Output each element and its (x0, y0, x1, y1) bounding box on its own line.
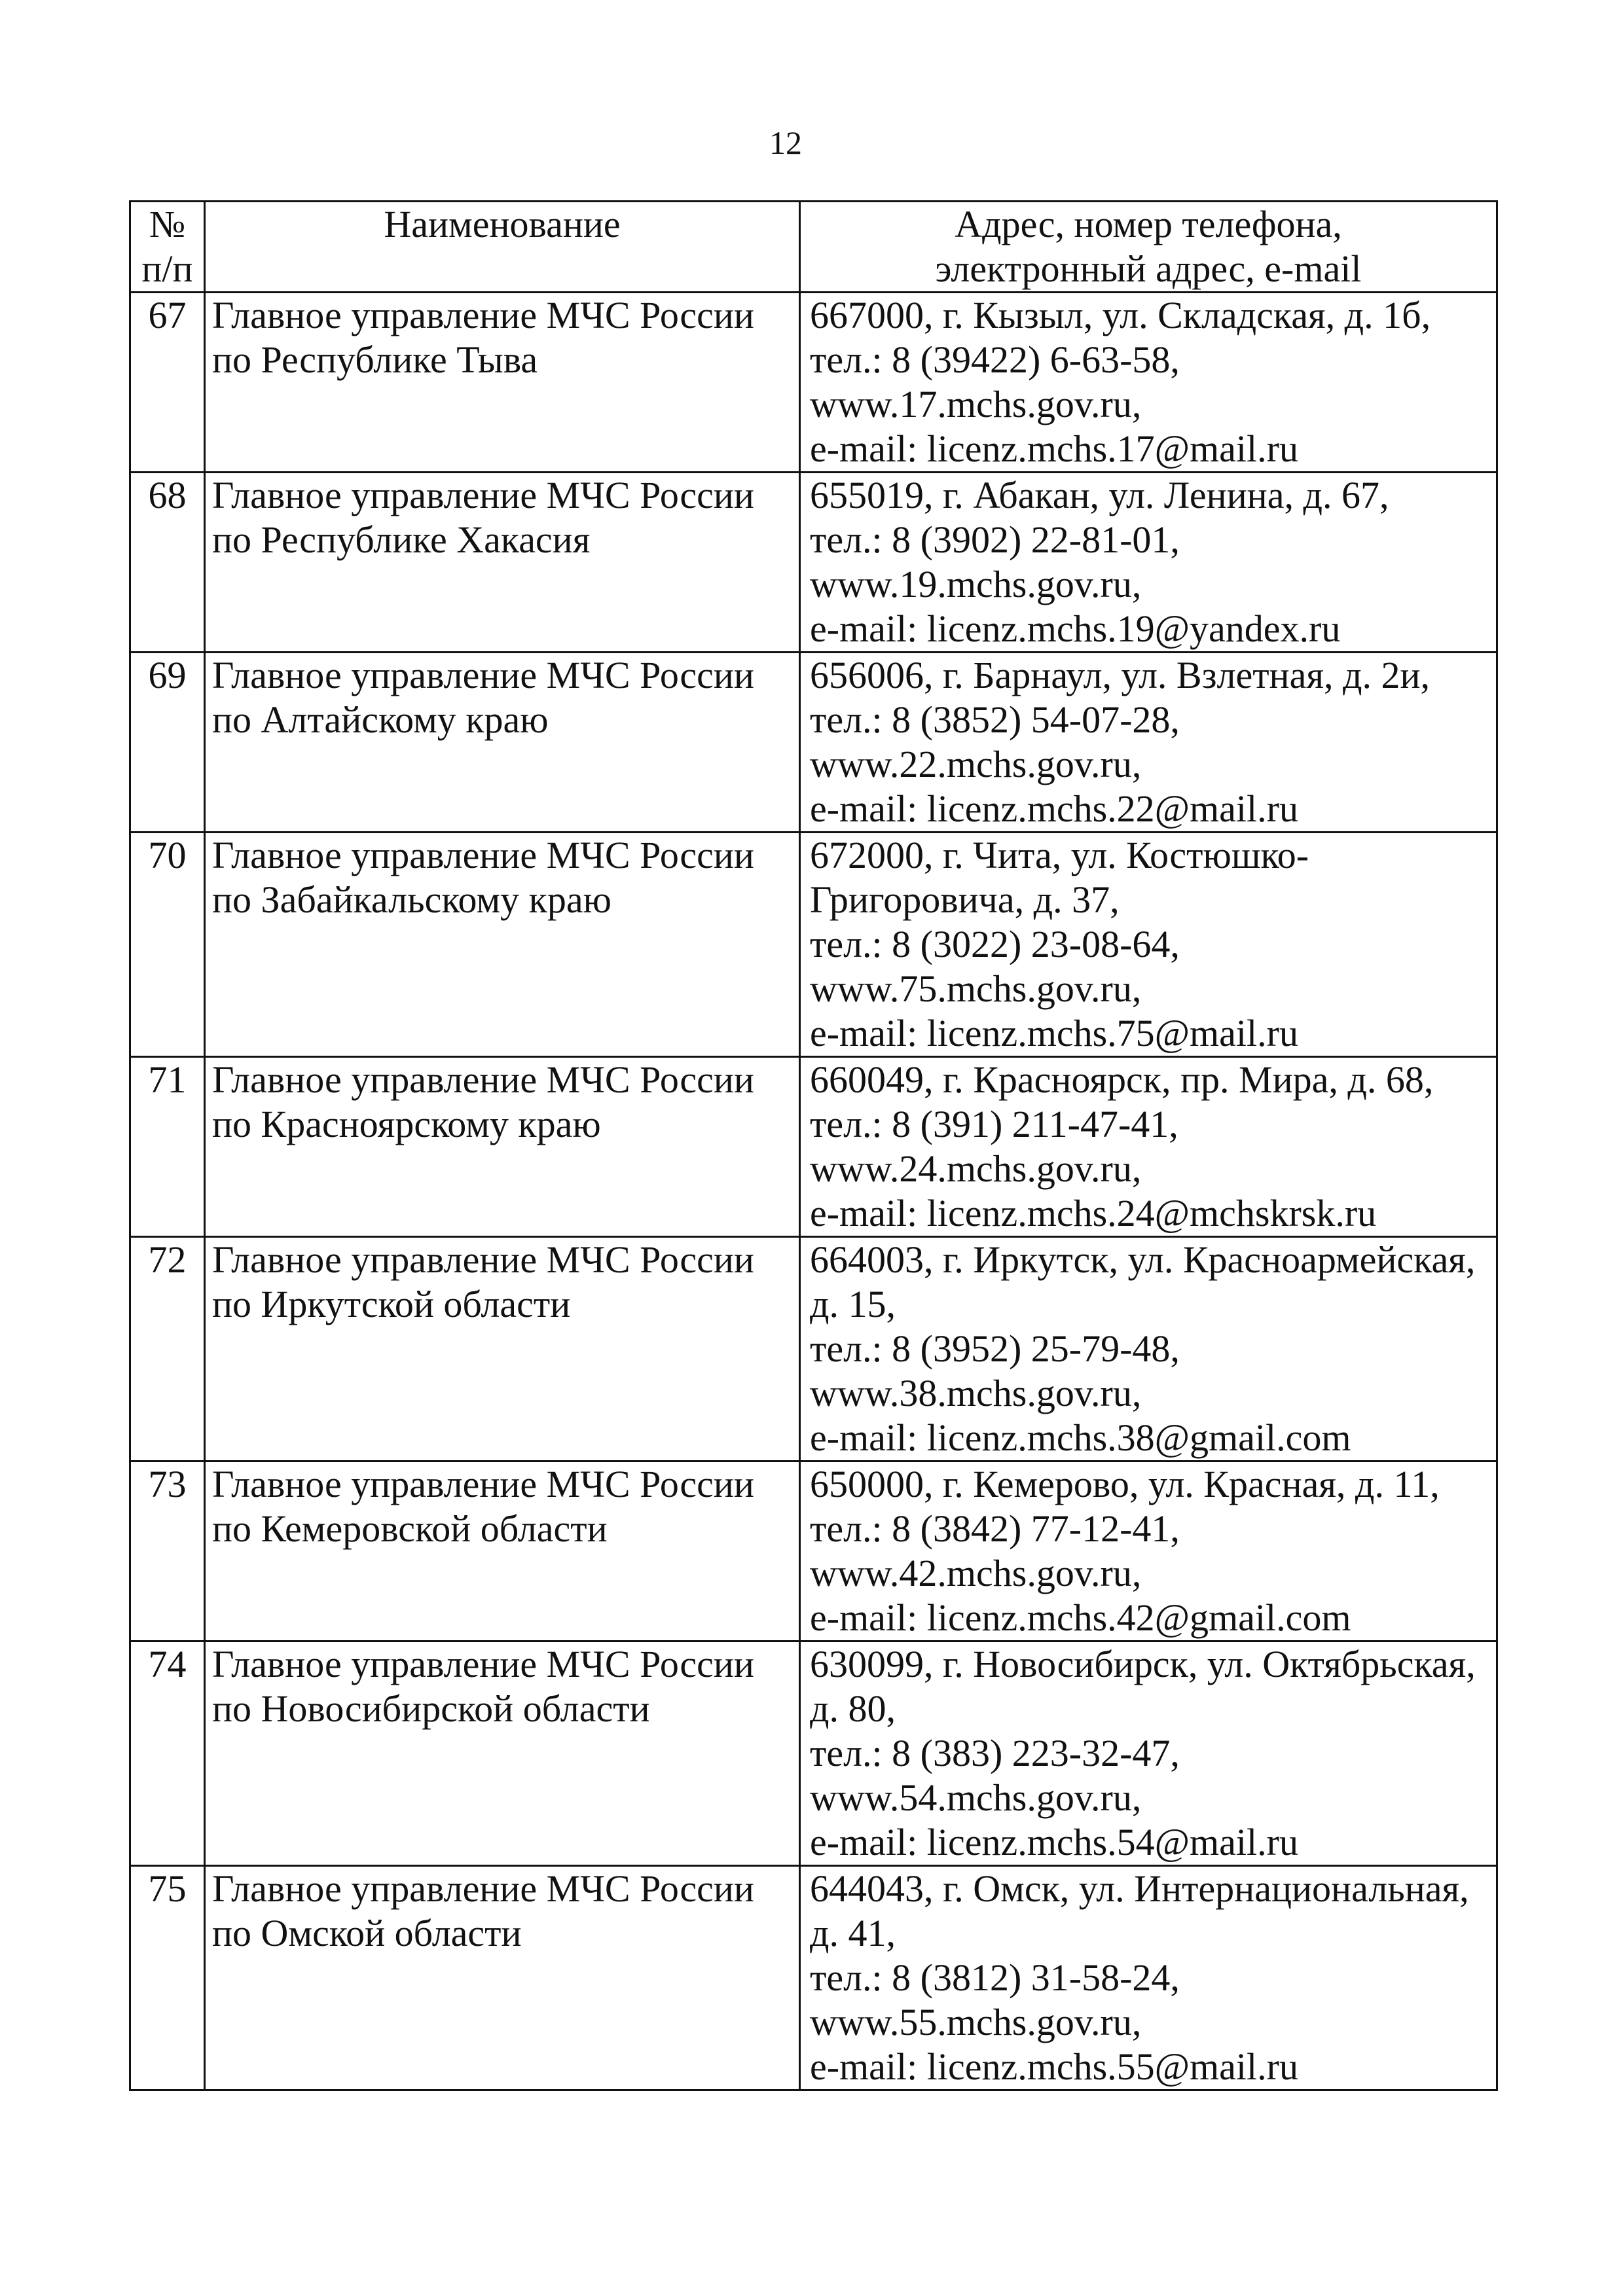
contact-info (800, 1057, 1497, 1237)
contact-info-line: www.42.mchs.gov.ru, (810, 1552, 1142, 1594)
contact-info-line: тел.: 8 (3852) 54-07-28, (810, 698, 1180, 741)
table-row (130, 1866, 1497, 2090)
contact-info-line: e-mail: licenz.mchs.55@mail.ru (810, 2045, 1298, 2088)
table-row (130, 1237, 1497, 1462)
header-address-line: электронный адрес, e-mail (935, 247, 1362, 290)
contact-info-line: www.38.mchs.gov.ru, (810, 1372, 1142, 1414)
table-row (130, 293, 1497, 473)
contact-info-line: 656006, г. Барнаул, ул. Взлетная, д. 2и, (810, 654, 1431, 696)
organization-name (205, 1057, 800, 1237)
contact-info-line: тел.: 8 (3022) 23-08-64, (810, 923, 1180, 965)
row-number: 70 (130, 833, 205, 1057)
contact-info-line: 644043, г. Омск, ул. Интернациональная, (810, 1867, 1469, 1910)
organization-name-line: Главное управление МЧС России (212, 1463, 754, 1505)
organization-name-line: по Забайкальскому краю (212, 878, 611, 921)
row-number: 74 (130, 1641, 205, 1866)
contact-info-line: e-mail: licenz.mchs.54@mail.ru (810, 1821, 1298, 1863)
table-row (130, 833, 1497, 1057)
header-num-line: № (149, 203, 186, 245)
header-address (800, 202, 1497, 293)
organization-name-line: Главное управление МЧС России (212, 1643, 754, 1685)
organization-name (205, 1866, 800, 2090)
contact-info-line: д. 41, (810, 1912, 896, 1954)
contact-info-line: e-mail: licenz.mchs.17@mail.ru (810, 427, 1298, 470)
contact-info-line: e-mail: licenz.mchs.75@mail.ru (810, 1012, 1298, 1054)
header-name-line: Наименование (384, 203, 621, 245)
contact-info-line: д. 80, (810, 1687, 896, 1730)
contact-info-line: тел.: 8 (3902) 22-81-01, (810, 518, 1180, 561)
table-row (130, 1641, 1497, 1866)
row-number: 71 (130, 1057, 205, 1237)
registry-table (129, 200, 1498, 2091)
row-number: 72 (130, 1237, 205, 1462)
contact-info-line: тел.: 8 (39422) 6-63-58, (810, 338, 1180, 381)
contact-info-line: www.22.mchs.gov.ru, (810, 743, 1142, 785)
contact-info-line: e-mail: licenz.mchs.42@gmail.com (810, 1596, 1351, 1639)
organization-name-line: Главное управление МЧС России (212, 1058, 754, 1101)
organization-name-line: Главное управление МЧС России (212, 1238, 754, 1281)
organization-name (205, 833, 800, 1057)
table-row (130, 653, 1497, 833)
contact-info-line: www.19.mchs.gov.ru, (810, 563, 1142, 605)
contact-info (800, 1237, 1497, 1462)
contact-info-line: www.54.mchs.gov.ru, (810, 1776, 1142, 1819)
contact-info-line: Григоровича, д. 37, (810, 878, 1120, 921)
contact-info-line: тел.: 8 (391) 211-47-41, (810, 1103, 1178, 1145)
organization-name-line: по Алтайскому краю (212, 698, 549, 741)
table-header-row (130, 202, 1497, 293)
organization-name (205, 653, 800, 833)
contact-info-line: e-mail: licenz.mchs.19@yandex.ru (810, 607, 1341, 650)
contact-info-line: 672000, г. Чита, ул. Костюшко- (810, 834, 1309, 876)
contact-info-line: www.17.mchs.gov.ru, (810, 383, 1142, 425)
contact-info-line: e-mail: licenz.mchs.38@gmail.com (810, 1416, 1351, 1459)
header-num-line: п/п (141, 247, 193, 290)
contact-info (800, 1462, 1497, 1641)
organization-name-line: по Омской области (212, 1912, 522, 1954)
row-number: 69 (130, 653, 205, 833)
contact-info-line: тел.: 8 (3842) 77-12-41, (810, 1507, 1180, 1550)
contact-info (800, 833, 1497, 1057)
organization-name (205, 1641, 800, 1866)
contact-info (800, 653, 1497, 833)
contact-info-line: www.75.mchs.gov.ru, (810, 967, 1142, 1010)
contact-info-line: тел.: 8 (3952) 25-79-48, (810, 1327, 1180, 1370)
contact-info-line: 630099, г. Новосибирск, ул. Октябрьская, (810, 1643, 1476, 1685)
table-row (130, 1057, 1497, 1237)
table-row (130, 1462, 1497, 1641)
row-number: 75 (130, 1866, 205, 2090)
contact-info-line: д. 15, (810, 1283, 896, 1325)
organization-name-line: Главное управление МЧС России (212, 654, 754, 696)
organization-name (205, 1237, 800, 1462)
organization-name-line: по Иркутской области (212, 1283, 571, 1325)
contact-info (800, 1641, 1497, 1866)
contact-info-line: 655019, г. Абакан, ул. Ленина, д. 67, (810, 474, 1389, 516)
contact-info-line: e-mail: licenz.mchs.24@mchskrsk.ru (810, 1192, 1377, 1234)
contact-info-line: 660049, г. Красноярск, пр. Мира, д. 68, (810, 1058, 1434, 1101)
header-address-line: Адрес, номер телефона, (955, 203, 1342, 245)
table-row (130, 473, 1497, 653)
contact-info-line: тел.: 8 (383) 223-32-47, (810, 1732, 1180, 1774)
organization-name-line: по Республике Тыва (212, 338, 538, 381)
header-num (130, 202, 205, 293)
row-number: 73 (130, 1462, 205, 1641)
organization-name-line: по Республике Хакасия (212, 518, 591, 561)
organization-name (205, 1462, 800, 1641)
contact-info-line: 664003, г. Иркутск, ул. Красноармейская, (810, 1238, 1476, 1281)
contact-info-line: тел.: 8 (3812) 31-58-24, (810, 1956, 1180, 1999)
organization-name-line: по Красноярскому краю (212, 1103, 601, 1145)
contact-info (800, 473, 1497, 653)
contact-info (800, 1866, 1497, 2090)
organization-name-line: Главное управление МЧС России (212, 294, 754, 336)
contact-info-line: www.55.mchs.gov.ru, (810, 2001, 1142, 2043)
contact-info-line: e-mail: licenz.mchs.22@mail.ru (810, 787, 1298, 830)
table-body (130, 293, 1497, 2090)
organization-name (205, 293, 800, 473)
contact-info-line: 650000, г. Кемерово, ул. Красная, д. 11, (810, 1463, 1440, 1505)
organization-name-line: по Кемеровской области (212, 1507, 608, 1550)
contact-info-line: www.24.mchs.gov.ru, (810, 1147, 1142, 1190)
organization-name-line: Главное управление МЧС России (212, 474, 754, 516)
page-number: 12 (769, 124, 802, 161)
row-number: 67 (130, 293, 205, 473)
organization-name (205, 473, 800, 653)
organization-name-line: Главное управление МЧС России (212, 1867, 754, 1910)
organization-name-line: по Новосибирской области (212, 1687, 650, 1730)
organization-name-line: Главное управление МЧС России (212, 834, 754, 876)
contact-info-line: 667000, г. Кызыл, ул. Складская, д. 1б, (810, 294, 1431, 336)
row-number: 68 (130, 473, 205, 653)
contact-info (800, 293, 1497, 473)
header-name (205, 202, 800, 293)
